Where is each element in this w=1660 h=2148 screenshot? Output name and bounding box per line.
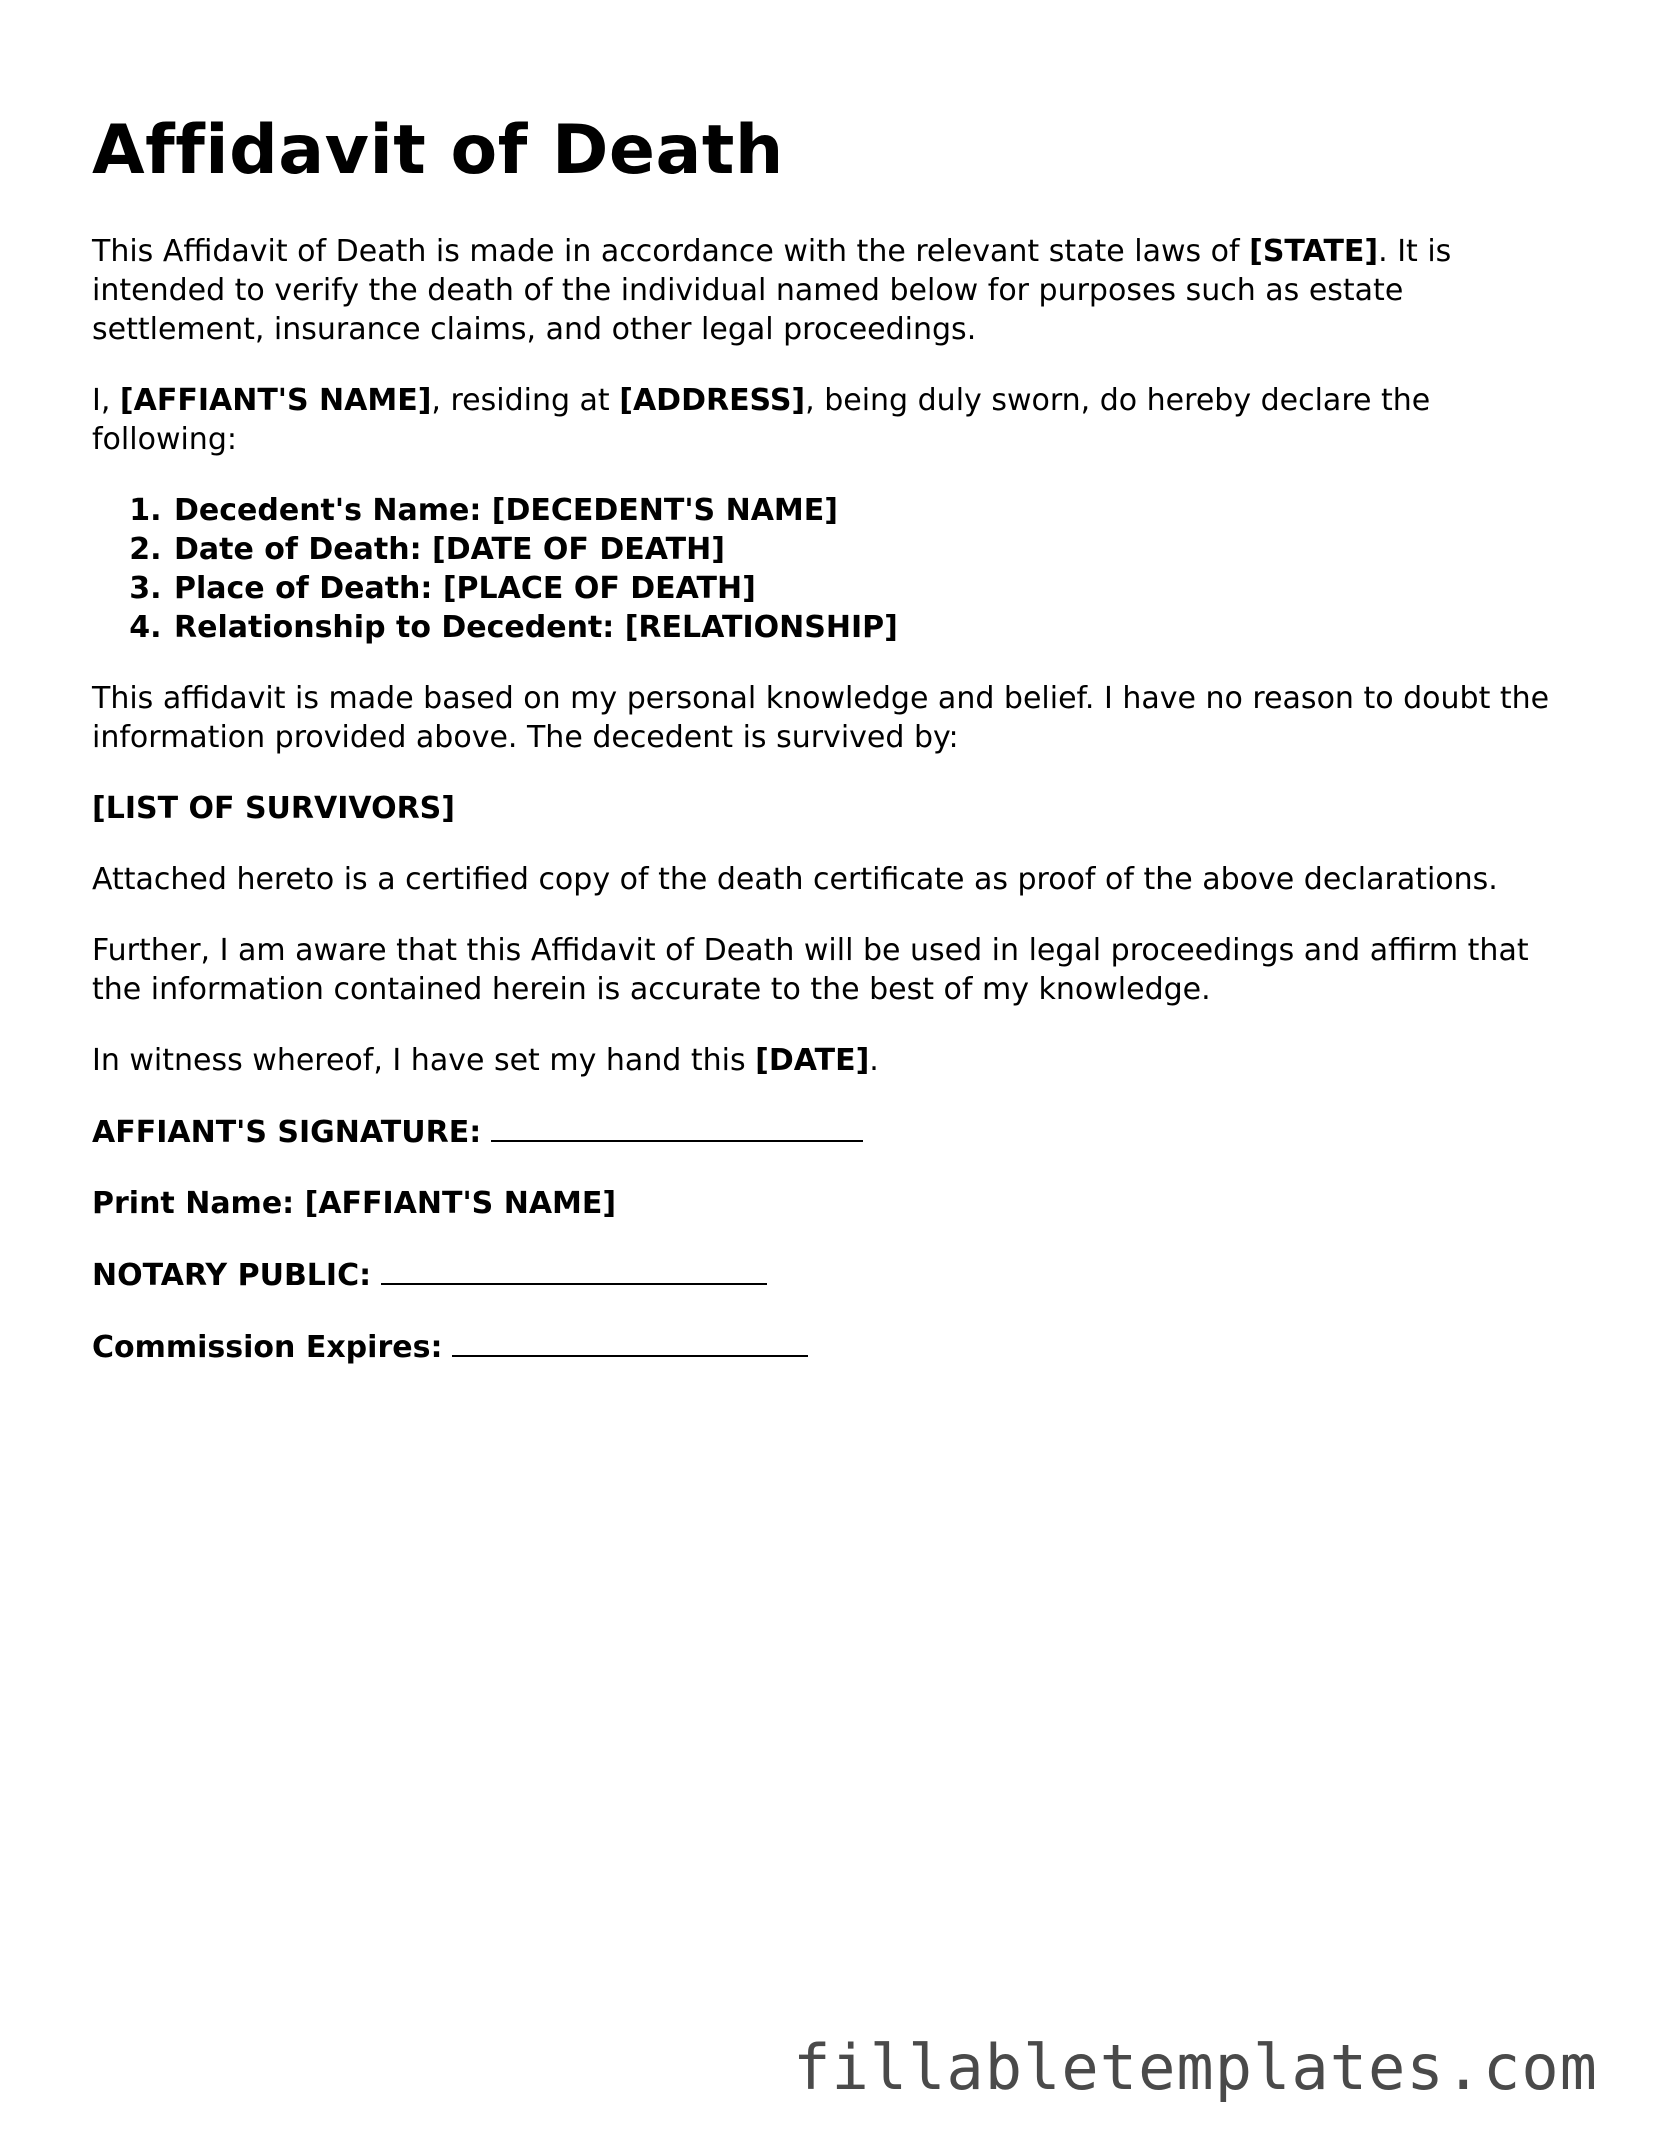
declaration-middle: , residing at xyxy=(431,382,620,418)
document-title: Affidavit of Death xyxy=(92,111,784,190)
knowledge-paragraph: This affidavit is made based on my personal knowledge and belief. I have no reason to doubt the information provided above. The decedent is survived by: xyxy=(92,680,1550,755)
intro-text-before: This Affidavit of Death is made in accordance with the relevant state laws of xyxy=(92,233,1250,269)
detail-decedent-name: 1. Decedent's Name: [DECEDENT'S NAME] xyxy=(172,491,1582,530)
survivors-paragraph xyxy=(92,789,1582,828)
signature-label: AFFIANT'S SIGNATURE: xyxy=(92,1114,482,1150)
detail-place-of-death: 3. Place of Death: [PLACE OF DEATH] xyxy=(172,569,1582,608)
affiant-name-placeholder: [AFFIANT'S NAME] xyxy=(119,382,432,418)
witness-prefix: In witness whereof, I have set my hand this xyxy=(92,1042,756,1078)
address-placeholder: [ADDRESS] xyxy=(619,382,806,418)
print-name-line xyxy=(92,1184,1582,1223)
declaration-prefix: I, xyxy=(92,382,120,418)
awareness-paragraph: Further, I am aware that this Affidavit of Death will be used in legal proceedings and affirm that the information contained herein is accurate to the best of my knowledge. xyxy=(92,932,1529,1007)
print-name-label: Print Name: [AFFIANT'S NAME] xyxy=(92,1185,617,1221)
watermark: fillabletemplates.com xyxy=(793,2031,1598,2104)
survivors-placeholder: [LIST OF SURVIVORS] xyxy=(92,790,456,826)
intro-paragraph xyxy=(92,232,1582,349)
document-page xyxy=(92,110,1582,1399)
signature-blank[interactable] xyxy=(491,1112,863,1142)
declaration-suffix: , being duly sworn, do hereby declare the following: xyxy=(92,382,1431,457)
intro-text-after: . It is intended to verify the death of the individual named below for purposes such as estate settlement, insurance claims, and other legal proceedings. xyxy=(92,233,1452,347)
details-list xyxy=(92,491,1582,647)
declaration-paragraph xyxy=(92,381,1582,459)
attachment-paragraph: Attached hereto is a certified copy of the death certificate as proof of the above declarations. xyxy=(92,861,1498,897)
detail-date-of-death: 2. Date of Death: [DATE OF DEATH] xyxy=(172,530,1582,569)
notary-blank[interactable] xyxy=(381,1255,767,1285)
state-placeholder: [STATE] xyxy=(1249,233,1379,269)
witness-paragraph xyxy=(92,1041,1582,1080)
notary-line xyxy=(92,1255,1582,1295)
signature-line xyxy=(92,1112,1582,1152)
notary-label: NOTARY PUBLIC: xyxy=(92,1257,372,1293)
date-placeholder: [DATE] xyxy=(755,1042,870,1078)
commission-blank[interactable] xyxy=(452,1327,808,1357)
commission-label: Commission Expires: xyxy=(92,1329,443,1365)
witness-suffix: . xyxy=(869,1042,879,1078)
detail-relationship: 4. Relationship to Decedent: [RELATIONSHIP] xyxy=(172,608,1582,647)
commission-line xyxy=(92,1327,1582,1367)
